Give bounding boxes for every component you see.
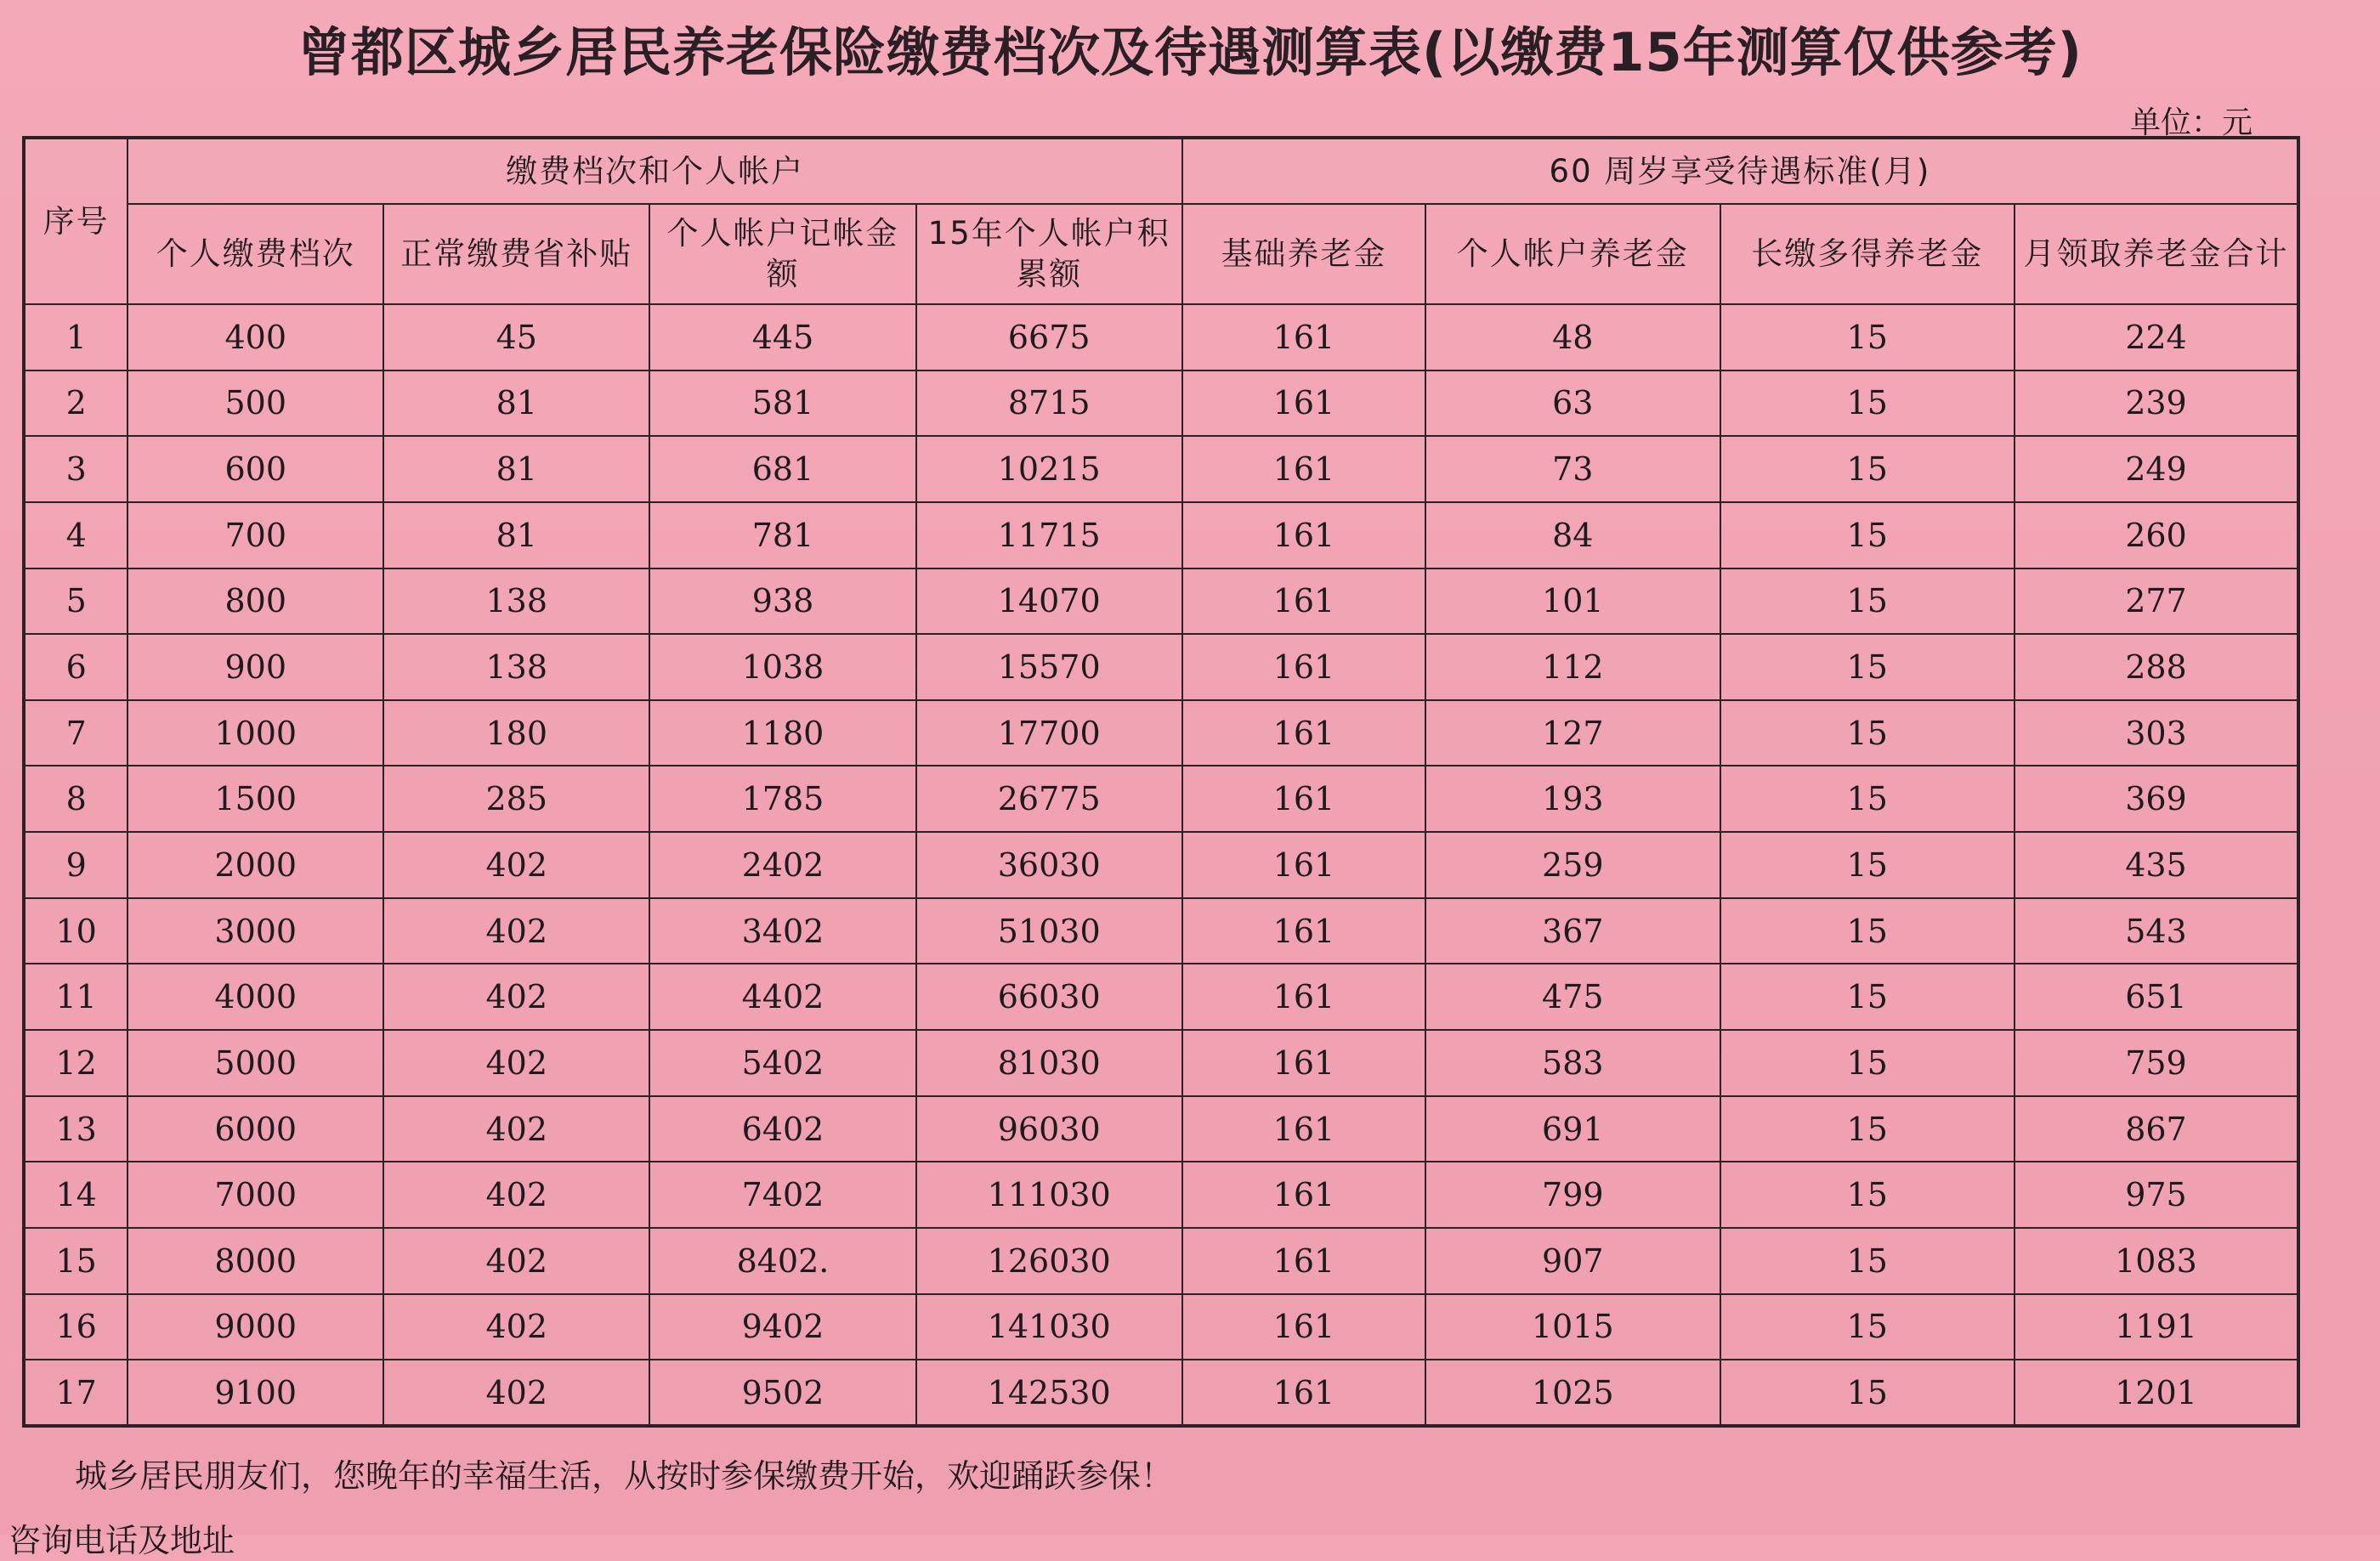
- row-number-cell: 7: [24, 700, 128, 766]
- table-cell: 1180: [649, 700, 915, 766]
- table-cell: 799: [1425, 1162, 1720, 1228]
- table-cell: 651: [2014, 964, 2298, 1030]
- table-cell: 161: [1182, 964, 1425, 1030]
- table-cell: 15: [1720, 1030, 2014, 1096]
- table-cell: 161: [1182, 1294, 1425, 1360]
- table-cell: 1191: [2014, 1294, 2298, 1360]
- table-cell: 369: [2014, 766, 2298, 832]
- table-cell: 249: [2014, 436, 2298, 502]
- table-cell: 500: [128, 370, 383, 437]
- table-cell: 138: [383, 568, 649, 635]
- row-number-cell: 5: [24, 568, 128, 635]
- table-row: [24, 304, 2298, 370]
- column-header: 个人帐户养老金: [1425, 204, 1720, 304]
- table-cell: 15: [1720, 502, 2014, 568]
- table-row: [24, 1360, 2298, 1426]
- table-row: [24, 1294, 2298, 1360]
- table-cell: 81: [383, 502, 649, 568]
- table-cell: 11715: [916, 502, 1182, 568]
- table-cell: 161: [1182, 370, 1425, 437]
- footer-contact: 咨询电话及地址: [8, 1522, 235, 1559]
- table-cell: 581: [649, 370, 915, 437]
- row-number-cell: 16: [24, 1294, 128, 1360]
- table-row: [24, 832, 2298, 898]
- table-cell: 81030: [916, 1030, 1182, 1096]
- table-cell: 2402: [649, 832, 915, 898]
- table-cell: 15: [1720, 832, 2014, 898]
- table-cell: 8000: [128, 1228, 383, 1294]
- table-cell: 15: [1720, 1360, 2014, 1426]
- table-cell: 4000: [128, 964, 383, 1030]
- table-cell: 691: [1425, 1096, 1720, 1162]
- table-cell: 600: [128, 436, 383, 502]
- table-cell: 17700: [916, 700, 1182, 766]
- table-cell: 6000: [128, 1096, 383, 1162]
- table-cell: 126030: [916, 1228, 1182, 1294]
- table-cell: 400: [128, 304, 383, 370]
- table-row: [24, 1228, 2298, 1294]
- table-cell: 975: [2014, 1162, 2298, 1228]
- table-cell: 6675: [916, 304, 1182, 370]
- column-header: 基础养老金: [1182, 204, 1425, 304]
- row-number-cell: 2: [24, 370, 128, 437]
- table-cell: 15: [1720, 1294, 2014, 1360]
- table-cell: 239: [2014, 370, 2298, 437]
- table-cell: 36030: [916, 832, 1182, 898]
- table-cell: 84: [1425, 502, 1720, 568]
- table-row: [24, 502, 2298, 568]
- table-cell: 700: [128, 502, 383, 568]
- table-row: [24, 766, 2298, 832]
- pension-table: [22, 136, 2300, 1428]
- table-cell: 161: [1182, 898, 1425, 964]
- column-header: 月领取养老金合计: [2014, 204, 2298, 304]
- row-number-cell: 10: [24, 898, 128, 964]
- table-row: [24, 700, 2298, 766]
- table-cell: 900: [128, 634, 383, 700]
- table-body: [24, 304, 2298, 1426]
- table-cell: 2000: [128, 832, 383, 898]
- table-cell: 8402.: [649, 1228, 915, 1294]
- table-cell: 127: [1425, 700, 1720, 766]
- table-cell: 9100: [128, 1360, 383, 1426]
- table-cell: 445: [649, 304, 915, 370]
- table-cell: 224: [2014, 304, 2298, 370]
- table-row: [24, 964, 2298, 1030]
- table-cell: 15: [1720, 634, 2014, 700]
- table-cell: 15: [1720, 964, 2014, 1030]
- table-cell: 435: [2014, 832, 2298, 898]
- table-cell: 1785: [649, 766, 915, 832]
- table-cell: 14070: [916, 568, 1182, 635]
- table-cell: 402: [383, 898, 649, 964]
- table-cell: 15: [1720, 1162, 2014, 1228]
- row-number-cell: 6: [24, 634, 128, 700]
- table-cell: 475: [1425, 964, 1720, 1030]
- table-cell: 402: [383, 964, 649, 1030]
- table-cell: 112: [1425, 634, 1720, 700]
- table-cell: 1083: [2014, 1228, 2298, 1294]
- table-cell: 81: [383, 370, 649, 437]
- table-cell: 7402: [649, 1162, 915, 1228]
- row-number-cell: 9: [24, 832, 128, 898]
- table-cell: 15: [1720, 370, 2014, 437]
- row-number-cell: 13: [24, 1096, 128, 1162]
- table-cell: 402: [383, 1228, 649, 1294]
- table-cell: 402: [383, 832, 649, 898]
- table-cell: 9000: [128, 1294, 383, 1360]
- table-cell: 193: [1425, 766, 1720, 832]
- table-cell: 402: [383, 1162, 649, 1228]
- table-cell: 277: [2014, 568, 2298, 635]
- table-cell: 8715: [916, 370, 1182, 437]
- table-cell: 1025: [1425, 1360, 1720, 1426]
- table-cell: 15: [1720, 700, 2014, 766]
- table-cell: 161: [1182, 1030, 1425, 1096]
- table-cell: 15: [1720, 1228, 2014, 1294]
- table-cell: 48: [1425, 304, 1720, 370]
- table-cell: 141030: [916, 1294, 1182, 1360]
- table-cell: 161: [1182, 832, 1425, 898]
- table-cell: 161: [1182, 1228, 1425, 1294]
- column-header: 15年个人帐户积累额: [916, 204, 1182, 304]
- table-cell: 543: [2014, 898, 2298, 964]
- page-title: 曾都区城乡居民养老保险缴费档次及待遇测算表(以缴费15年测算仅供参考): [298, 21, 2082, 83]
- table-cell: 15: [1720, 304, 2014, 370]
- row-number-cell: 8: [24, 766, 128, 832]
- table-cell: 161: [1182, 1162, 1425, 1228]
- table-cell: 402: [383, 1360, 649, 1426]
- table-cell: 867: [2014, 1096, 2298, 1162]
- table-cell: 288: [2014, 634, 2298, 700]
- table-cell: 402: [383, 1030, 649, 1096]
- row-number-cell: 12: [24, 1030, 128, 1096]
- table-cell: 10215: [916, 436, 1182, 502]
- table-row: [24, 1096, 2298, 1162]
- table-cell: 161: [1182, 568, 1425, 635]
- table-cell: 161: [1182, 502, 1425, 568]
- table-cell: 1201: [2014, 1360, 2298, 1426]
- table-cell: 161: [1182, 1360, 1425, 1426]
- table-cell: 1500: [128, 766, 383, 832]
- table-cell: 161: [1182, 1096, 1425, 1162]
- table-cell: 66030: [916, 964, 1182, 1030]
- row-number-cell: 4: [24, 502, 128, 568]
- table-cell: 180: [383, 700, 649, 766]
- column-header: 正常缴费省补贴: [383, 204, 649, 304]
- table-row: [24, 898, 2298, 964]
- table-cell: 260: [2014, 502, 2298, 568]
- table-cell: 402: [383, 1096, 649, 1162]
- footer-slogan: 城乡居民朋友们，您晚年的幸福生活，从按时参保缴费开始，欢迎踊跃参保！: [75, 1457, 1174, 1495]
- table-cell: 15: [1720, 436, 2014, 502]
- table-cell: 15: [1720, 766, 2014, 832]
- table-cell: 367: [1425, 898, 1720, 964]
- table-cell: 681: [649, 436, 915, 502]
- table-cell: 161: [1182, 436, 1425, 502]
- table-cell: 402: [383, 1294, 649, 1360]
- table-cell: 3000: [128, 898, 383, 964]
- table-cell: 81: [383, 436, 649, 502]
- table-cell: 15: [1720, 1096, 2014, 1162]
- table-row: [24, 1030, 2298, 1096]
- table-cell: 45: [383, 304, 649, 370]
- row-number-cell: 15: [24, 1228, 128, 1294]
- table-cell: 111030: [916, 1162, 1182, 1228]
- header-group-contribution: 缴费档次和个人帐户: [128, 138, 1182, 204]
- row-number-cell: 3: [24, 436, 128, 502]
- table-cell: 161: [1182, 634, 1425, 700]
- table-cell: 138: [383, 634, 649, 700]
- table-cell: 5000: [128, 1030, 383, 1096]
- table-row: [24, 1162, 2298, 1228]
- table-cell: 800: [128, 568, 383, 635]
- table-cell: 142530: [916, 1360, 1182, 1426]
- row-number-cell: 11: [24, 964, 128, 1030]
- row-number-cell: 17: [24, 1360, 128, 1426]
- table-cell: 3402: [649, 898, 915, 964]
- table-row: [24, 370, 2298, 437]
- table-cell: 285: [383, 766, 649, 832]
- header-group-benefit: 60 周岁享受待遇标准(月): [1182, 138, 2298, 204]
- table-cell: 9502: [649, 1360, 915, 1426]
- table-cell: 6402: [649, 1096, 915, 1162]
- table-cell: 63: [1425, 370, 1720, 437]
- header-seq: 序号: [24, 138, 128, 304]
- row-number-cell: 14: [24, 1162, 128, 1228]
- table-cell: 73: [1425, 436, 1720, 502]
- table-cell: 161: [1182, 304, 1425, 370]
- column-header: 个人帐户记帐金额: [649, 204, 915, 304]
- table-cell: 26775: [916, 766, 1182, 832]
- table-cell: 161: [1182, 766, 1425, 832]
- table-cell: 101: [1425, 568, 1720, 635]
- table-cell: 5402: [649, 1030, 915, 1096]
- table-cell: 9402: [649, 1294, 915, 1360]
- table-cell: 4402: [649, 964, 915, 1030]
- table-row: [24, 436, 2298, 502]
- table-cell: 583: [1425, 1030, 1720, 1096]
- table-cell: 1038: [649, 634, 915, 700]
- table-cell: 938: [649, 568, 915, 635]
- table-cell: 51030: [916, 898, 1182, 964]
- table-row: [24, 568, 2298, 635]
- table-cell: 1015: [1425, 1294, 1720, 1360]
- table-cell: 759: [2014, 1030, 2298, 1096]
- column-header: 长缴多得养老金: [1720, 204, 2014, 304]
- table-cell: 1000: [128, 700, 383, 766]
- row-number-cell: 1: [24, 304, 128, 370]
- table-cell: 303: [2014, 700, 2298, 766]
- table-cell: 7000: [128, 1162, 383, 1228]
- table-cell: 161: [1182, 700, 1425, 766]
- unit-label: 单位：元: [2129, 105, 2252, 140]
- table-cell: 15: [1720, 898, 2014, 964]
- table-cell: 15: [1720, 568, 2014, 635]
- table-cell: 96030: [916, 1096, 1182, 1162]
- table-cell: 781: [649, 502, 915, 568]
- column-header: 个人缴费档次: [128, 204, 383, 304]
- table-cell: 15570: [916, 634, 1182, 700]
- table-cell: 259: [1425, 832, 1720, 898]
- table-cell: 907: [1425, 1228, 1720, 1294]
- table-row: [24, 634, 2298, 700]
